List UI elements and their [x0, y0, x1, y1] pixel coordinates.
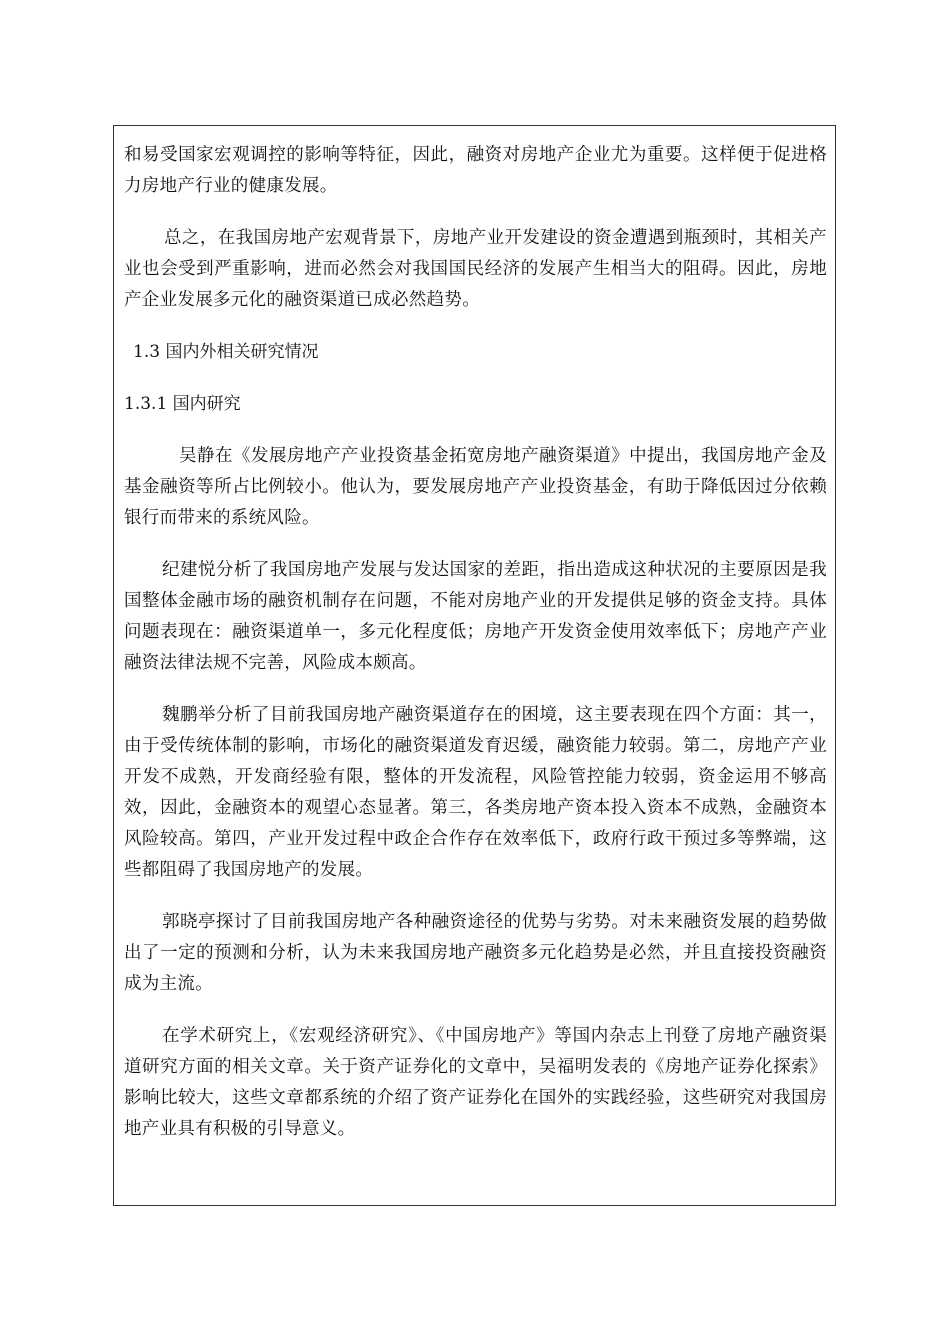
- paragraph-wu-jing: 吴静在《发展房地产产业投资基金拓宽房地产融资渠道》中提出，我国房地产金及基金融资等所占比例较小。他认为，要发展房地产产业投资基金，有助于降低因过分依赖银行而带来的系统风险。: [124, 446, 827, 528]
- paragraph-academic-research: 在学术研究上，《宏观经济研究》、《中国房地产》等国内杂志上刊登了房地产融资渠道研究方面的相关文章。关于资产证券化的文章中，吴福明发表的《房地产证券化探索》影响比较大，这些文章都系统的介绍了资产证券化在国外的实践经验，这些研究对我国房地产业具有积极的引导意义。: [124, 1026, 827, 1139]
- paragraph-ji-jianyue: 纪建悦分析了我国房地产发展与发达国家的差距，指出造成这种状况的主要原因是我国整体金融市场的融资机制存在问题，不能对房地产业的开发提供足够的资金支持。具体问题表现在：融资渠道单一，多元化程度低；房地产开发资金使用效率低下；房地产产业融资法律法规不完善，风险成本颇高。: [124, 560, 827, 673]
- section-heading-1-3: 1.3 国内外相关研究情况: [133, 342, 319, 362]
- paragraph-wei-pengju: 魏鹏举分析了目前我国房地产融资渠道存在的困境，这主要表现在四个方面：其一，由于受传统体制的影响，市场化的融资渠道发育迟缓，融资能力较弱。第二，房地产产业开发不成熟，开发商经验有限，整体的开发流程，风险管控能力较弱，资金运用不够高效，因此，金融资本的观望心态显著。第三，各类房地产资本投入资本不成熟，金融资本风险较高。第四，产业开发过程中政企合作存在效率低下，政府行政干预过多等弊端，这些都阻碍了我国房地产的发展。: [124, 705, 827, 880]
- paragraph-guo-xiaoting: 郭晓亭探讨了目前我国房地产各种融资途径的优势与劣势。对未来融资发展的趋势做出了一定的预测和分析，认为未来我国房地产融资多元化趋势是必然，并且直接投资融资成为主流。: [124, 912, 827, 994]
- document-body: [124, 140, 827, 1145]
- paragraph-continuation: 和易受国家宏观调控的影响等特征，因此，融资对房地产企业尤为重要。这样便于促进格力房地产行业的健康发展。: [124, 145, 827, 196]
- document-frame: [113, 125, 836, 1206]
- subsection-heading-1-3-1: 1.3.1 国内研究: [124, 394, 241, 414]
- paragraph-summary: 总之，在我国房地产宏观背景下，房地产业开发建设的资金遭遇到瓶颈时，其相关产业也会受到严重影响，进而必然会对我国国民经济的发展产生相当大的阻碍。因此，房地产企业发展多元化的融资渠道已成必然趋势。: [124, 228, 827, 310]
